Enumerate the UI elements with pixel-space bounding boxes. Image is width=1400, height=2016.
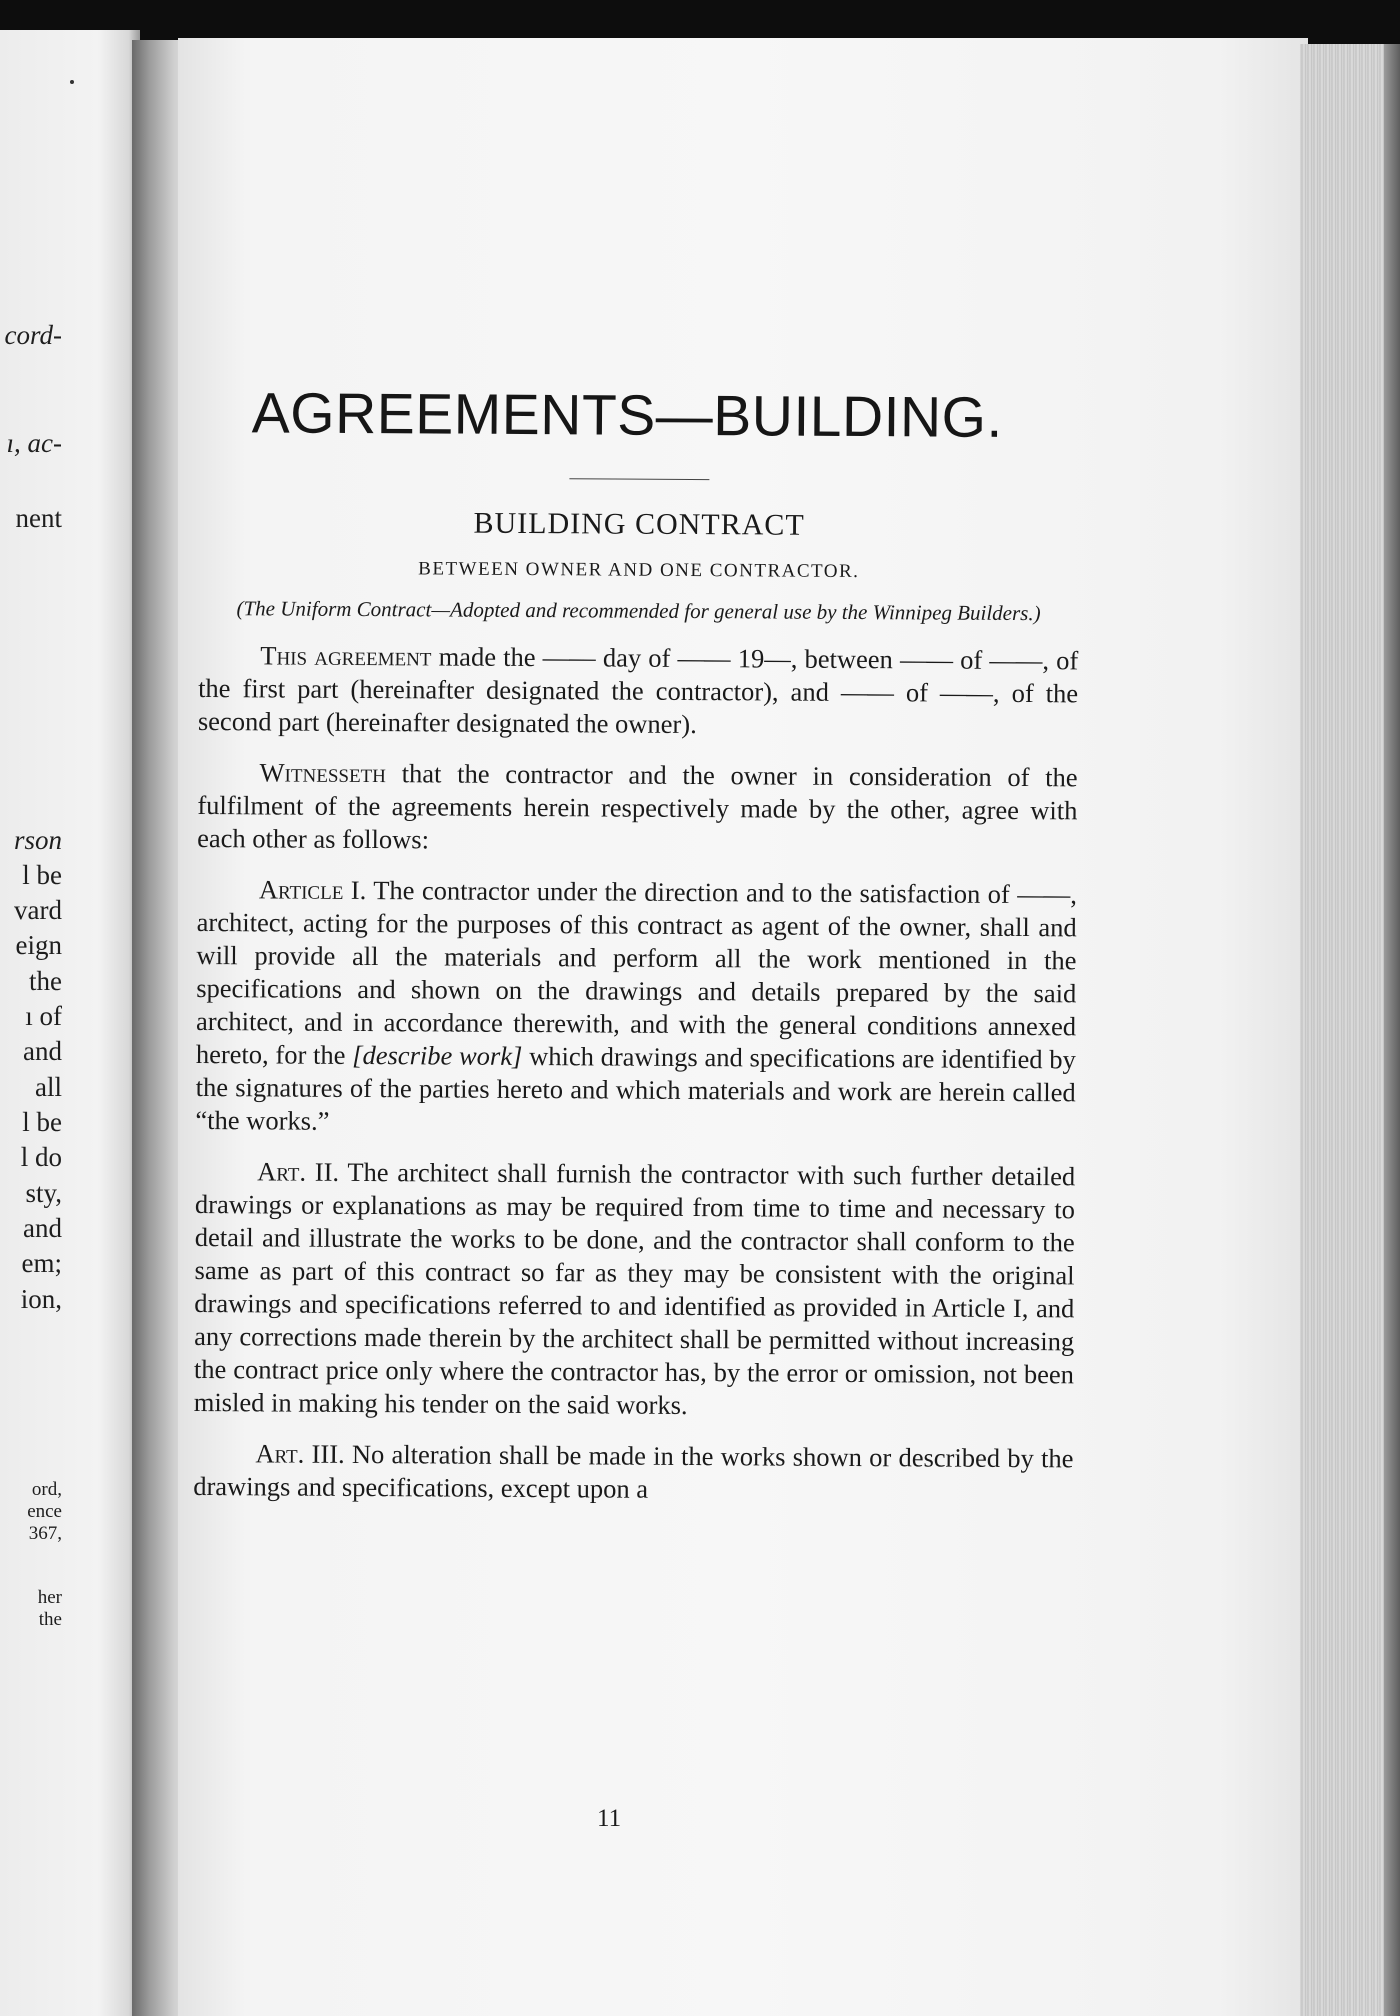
left-page-fragment: and bbox=[23, 1213, 62, 1243]
agreement-paragraph bbox=[198, 639, 1079, 743]
article-3-paragraph bbox=[193, 1437, 1073, 1508]
left-page-fragment: ord, bbox=[31, 1479, 62, 1500]
left-page-fragment: her bbox=[37, 1587, 62, 1608]
page-number: 11 bbox=[597, 1805, 622, 1832]
paragraph-body: made the —— day of —— 19—, between —— of ——, of the first part (hereinafter designated the contractor), and —— of ——, of the second part (hereinafter designated the owner). bbox=[197, 641, 1079, 740]
left-page-fragment: ion, bbox=[20, 1284, 62, 1314]
left-page-fragment: ı, ac- bbox=[6, 428, 62, 458]
left-page-fragment: l do bbox=[20, 1142, 62, 1172]
left-page-fragment: and bbox=[23, 1036, 62, 1066]
section-heading: BUILDING CONTRACT bbox=[473, 506, 805, 542]
paragraph-body: The contractor under the direction and to the satisfaction of ——, architect, acting for the purposes of this contract as agent of the owner, shall and will provide all the materials and perform all the work mentioned in the specifications and shown on the drawings and details prepared by the said architect, and in accordance therewith, and with the general conditions annexed hereto, for the bbox=[195, 875, 1077, 1070]
paragraph-body: No alteration shall be made in the works shown or described by the drawings and specifications, except upon a bbox=[193, 1438, 1074, 1504]
page-content bbox=[193, 380, 1080, 1526]
paragraph-lead: Article I. bbox=[258, 874, 367, 906]
article-1-paragraph bbox=[195, 873, 1077, 1142]
left-page-fragment: vard bbox=[14, 895, 62, 925]
article-2-paragraph bbox=[194, 1155, 1076, 1424]
paragraph-lead: Witnesseth bbox=[259, 757, 387, 789]
ink-speck bbox=[70, 80, 74, 84]
title-rule bbox=[569, 478, 709, 480]
section-subheading: BETWEEN OWNER AND ONE CONTRACTOR. bbox=[418, 558, 860, 583]
witnesseth-paragraph bbox=[197, 756, 1078, 860]
left-page-fragment: all bbox=[35, 1072, 62, 1102]
left-page-fragment: ence bbox=[27, 1501, 62, 1522]
left-page-fragment: sty, bbox=[25, 1178, 62, 1208]
left-page-fragment: nent bbox=[15, 503, 62, 533]
left-page-fragment: eign bbox=[15, 930, 62, 960]
left-page-fragment: the bbox=[38, 1609, 62, 1630]
paragraph-body: that the contractor and the owner in consideration of the fulfilment of the agreements herein respectively made by the other, agree with each other as follows: bbox=[197, 758, 1078, 855]
left-page-fragment: cord- bbox=[4, 320, 62, 350]
paragraph-lead: This agreement bbox=[260, 640, 432, 672]
page-title: AGREEMENTS—BUILDING. bbox=[251, 381, 1004, 450]
left-page-fragment: 367, bbox=[28, 1523, 62, 1544]
left-page bbox=[0, 30, 140, 2016]
page-edges bbox=[1300, 44, 1400, 2016]
paragraph-body: which drawings and specifications are identified by the signatures of the parties hereto and which materials and work are herein called “the works.” bbox=[195, 1041, 1076, 1136]
left-page-fragment: rson bbox=[13, 825, 62, 855]
left-page-fragment: em; bbox=[21, 1248, 62, 1278]
left-page-fragment: l be bbox=[22, 860, 62, 890]
left-page-fragment: l be bbox=[22, 1107, 62, 1137]
paragraph-italic: [describe work] bbox=[352, 1039, 523, 1072]
editorial-note: (The Uniform Contract—Adopted and recommended for general use by the Winnipeg Builders.) bbox=[236, 596, 1041, 626]
left-page-fragment: the bbox=[29, 966, 62, 996]
paragraph-lead: Art. III. bbox=[255, 1438, 345, 1469]
paragraph-lead: Art. II. bbox=[257, 1156, 340, 1187]
paragraph-body: The architect shall furnish the contractor with such further detailed drawings or explanations as may be required from time to time and necessary to detail and illustrate the works to be done, and the contractor shall conform to the same as part of this contract so far as they may be consistent with the original drawings and specifications referred to and identified as provided in Article I, and any corrections made therein by the architect shall be permitted without increasing the contract price only where the contractor has, by the error or omission, not been misled in making his tender on the said works. bbox=[193, 1156, 1076, 1421]
left-page-fragment: ı of bbox=[25, 1001, 62, 1031]
